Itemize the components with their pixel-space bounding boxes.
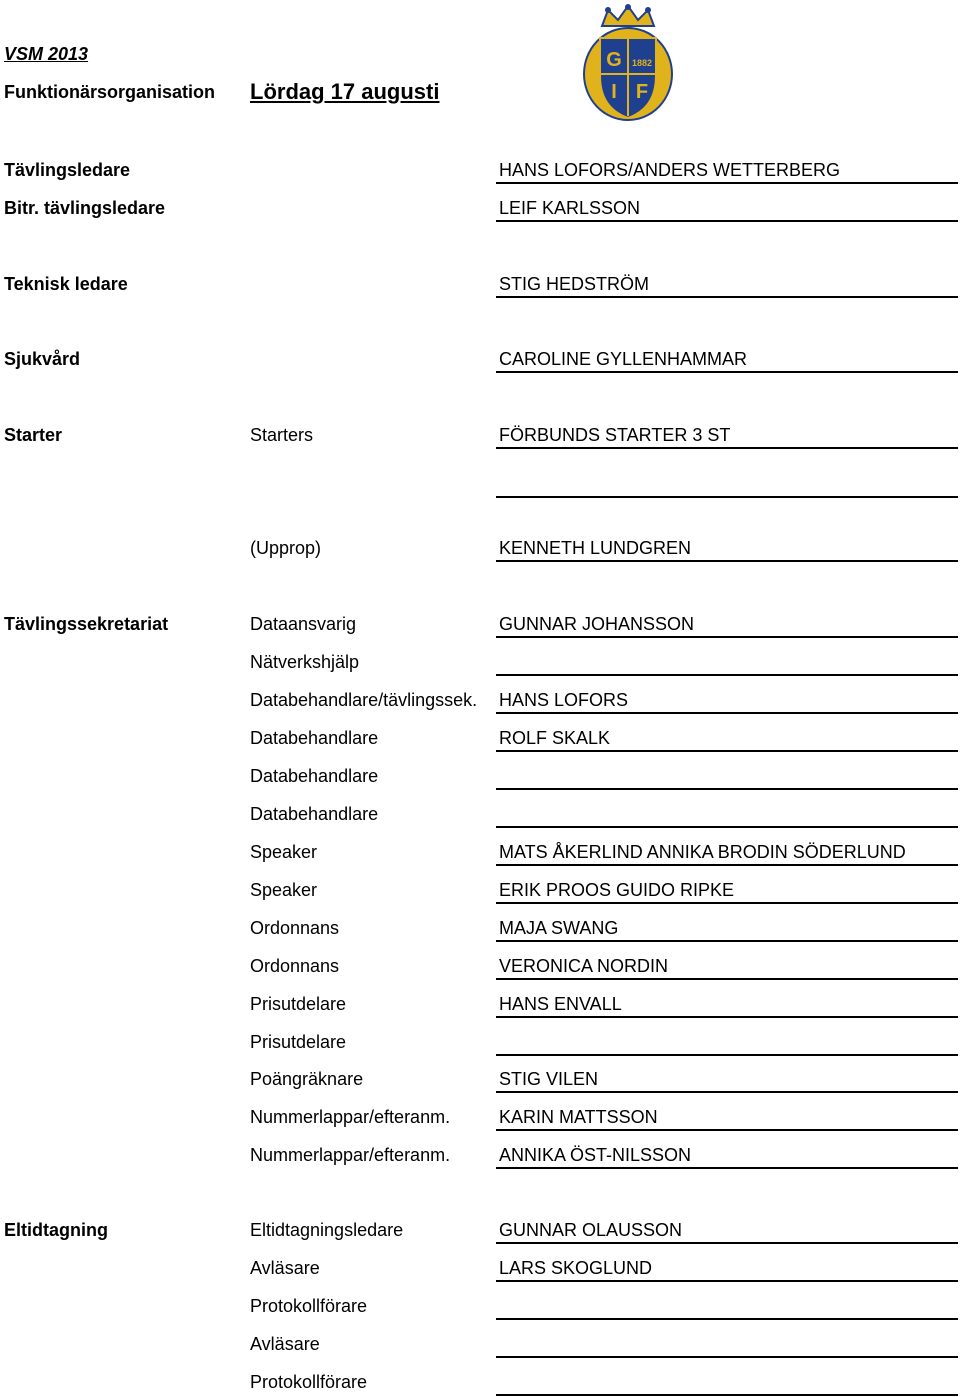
fill-in-line	[496, 902, 958, 904]
fill-in-line	[496, 978, 958, 980]
role-label: Nätverkshjälp	[250, 652, 360, 672]
role-label: Speaker	[250, 842, 318, 862]
fill-in-line	[496, 712, 958, 714]
role-label: Databehandlare	[250, 728, 379, 748]
event-date: Lördag 17 augusti	[250, 79, 440, 104]
fill-in-line	[496, 1280, 958, 1282]
section-label: Sjukvård	[4, 349, 81, 369]
assignee-name: LARS SKOGLUND	[499, 1258, 653, 1278]
role-label: Dataansvarig	[250, 614, 357, 634]
role-label: (Upprop)	[250, 538, 322, 558]
role-label: Avläsare	[250, 1258, 320, 1278]
fill-in-line	[496, 1318, 958, 1320]
role-label: Prisutdelare	[250, 1032, 347, 1052]
assignee-name: STIG VILEN	[499, 1069, 599, 1089]
fill-in-line	[496, 1242, 958, 1244]
assignee-name: ANNIKA ÖST-NILSSON	[499, 1145, 692, 1165]
assignee-name: GUNNAR OLAUSSON	[499, 1220, 683, 1240]
fill-in-line	[496, 1356, 958, 1358]
role-label: Ordonnans	[250, 956, 340, 976]
fill-in-line	[496, 788, 958, 790]
section-label: Tävlingsledare	[4, 160, 131, 180]
role-label: Databehandlare/tävlingssek.	[250, 690, 478, 710]
assignee-name: HANS LOFORS	[499, 690, 629, 710]
assignee-name: VERONICA NORDIN	[499, 956, 669, 976]
section-label: Starter	[4, 425, 63, 445]
role-label: Poängräknare	[250, 1069, 364, 1089]
role-label: Databehandlare	[250, 804, 379, 824]
assignee-name: GUNNAR JOHANSSON	[499, 614, 695, 634]
assignee-name: STIG HEDSTRÖM	[499, 274, 650, 294]
section-label: Teknisk ledare	[4, 274, 128, 294]
role-label: Protokollförare	[250, 1372, 368, 1392]
fill-in-line	[496, 496, 958, 498]
section-label: Tävlingssekretariat	[4, 614, 169, 634]
fill-in-line	[496, 296, 958, 298]
fill-in-line	[496, 1129, 958, 1131]
assignee-name: ERIK PROOS GUIDO RIPKE	[499, 880, 735, 900]
fill-in-line	[496, 750, 958, 752]
role-label: Avläsare	[250, 1334, 320, 1354]
fill-in-line	[496, 1016, 958, 1018]
svg-text:G: G	[606, 49, 622, 71]
fill-in-line	[496, 1394, 958, 1396]
fill-in-line	[496, 674, 958, 676]
svg-text:F: F	[635, 81, 649, 103]
svg-text:I: I	[611, 81, 617, 103]
role-label: Prisutdelare	[250, 994, 347, 1014]
fill-in-line	[496, 940, 958, 942]
role-label: Protokollförare	[250, 1296, 368, 1316]
fill-in-line	[496, 1167, 958, 1169]
assignee-name: FÖRBUNDS STARTER 3 ST	[499, 425, 731, 445]
assignee-name: KENNETH LUNDGREN	[499, 538, 692, 558]
assignee-name: CAROLINE GYLLENHAMMAR	[499, 349, 748, 369]
svg-text:1882: 1882	[631, 58, 653, 68]
fill-in-line	[496, 182, 958, 184]
club-logo-icon	[582, 4, 674, 124]
assignee-name: LEIF KARLSSON	[499, 198, 641, 218]
fill-in-line	[496, 371, 958, 373]
fill-in-line	[496, 560, 958, 562]
role-label: Nummerlappar/efteranm.	[250, 1107, 451, 1127]
fill-in-line	[496, 1054, 958, 1056]
assignee-name: HANS LOFORS/ANDERS WETTERBERG	[499, 160, 841, 180]
role-label: Databehandlare	[250, 766, 379, 786]
fill-in-line	[496, 826, 958, 828]
fill-in-line	[496, 220, 958, 222]
section-label: Eltidtagning	[4, 1220, 108, 1240]
role-label: Ordonnans	[250, 918, 340, 938]
assignee-name: ROLF SKALK	[499, 728, 611, 748]
role-label: Eltidtagningsledare	[250, 1220, 404, 1240]
organization-title: Funktionärsorganisation	[4, 82, 216, 102]
assignee-name: MATS ÅKERLIND ANNIKA BRODIN SÖDERLUND	[499, 842, 906, 862]
fill-in-line	[496, 1091, 958, 1093]
section-label: Bitr. tävlingsledare	[4, 198, 166, 218]
fill-in-line	[496, 447, 958, 449]
assignee-name: KARIN MATTSSON	[499, 1107, 658, 1127]
assignee-name: MAJA SWANG	[499, 918, 619, 938]
assignee-name: HANS ENVALL	[499, 994, 622, 1014]
event-title: VSM 2013	[4, 44, 89, 64]
fill-in-line	[496, 864, 958, 866]
role-label: Nummerlappar/efteranm.	[250, 1145, 451, 1165]
fill-in-line	[496, 636, 958, 638]
role-label: Starters	[250, 425, 314, 445]
role-label: Speaker	[250, 880, 318, 900]
